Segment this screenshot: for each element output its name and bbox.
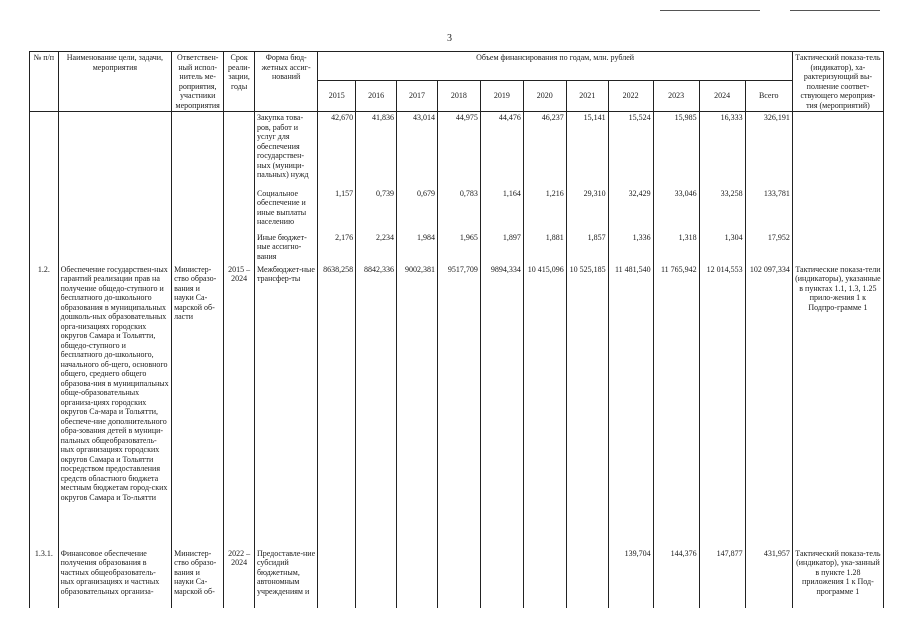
cell-year-value: 1,897 — [480, 232, 523, 264]
cell-name — [58, 188, 172, 232]
cell-year-value: 1,164 — [480, 188, 523, 232]
cell-form: Социальное обеспечение и иные выплаты населению — [254, 188, 317, 232]
table-row — [30, 264, 884, 548]
cell-term: 2015 – 2024 — [224, 264, 255, 548]
cell-year-value: 8842,336 — [356, 264, 397, 548]
year-header: 2023 — [653, 81, 699, 112]
cell-year-value — [356, 548, 397, 608]
cell-total: 102 097,334 — [745, 264, 792, 548]
cell-year-value: 1,984 — [397, 232, 438, 264]
cell-year-value: 33,046 — [653, 188, 699, 232]
cell-year-value: 15,524 — [608, 112, 653, 188]
page-number: 3 — [447, 33, 452, 44]
cell-year-value: 1,216 — [523, 188, 566, 232]
cell-num: 1.2. — [30, 264, 59, 548]
header-term: Срок реали-зации, годы — [224, 52, 255, 112]
table-row — [30, 232, 884, 264]
cell-year-value: 44,975 — [437, 112, 480, 188]
cell-year-value: 1,157 — [318, 188, 356, 232]
cell-year-value — [523, 548, 566, 608]
cell-year-value: 1,881 — [523, 232, 566, 264]
cell-name — [58, 112, 172, 188]
cell-year-value — [480, 548, 523, 608]
year-header: 2020 — [523, 81, 566, 112]
cell-total: 17,952 — [745, 232, 792, 264]
cell-year-value: 10 415,096 — [523, 264, 566, 548]
cell-year-value — [566, 548, 608, 608]
cell-year-value: 147,877 — [699, 548, 745, 608]
cell-year-value — [437, 548, 480, 608]
cell-num — [30, 112, 59, 188]
cell-year-value: 46,237 — [523, 112, 566, 188]
year-header: 2017 — [397, 81, 438, 112]
cell-year-value: 1,318 — [653, 232, 699, 264]
cell-year-value — [318, 548, 356, 608]
header-indicator: Тактический показа-тель (индикатор), ха-рактеризующий вы-полнение соответ-ствующего мероприя-тия (мероприятий) — [792, 52, 883, 112]
cell-year-value: 10 525,185 — [566, 264, 608, 548]
cell-form: Межбюджет-ные трансфер-ты — [254, 264, 317, 548]
cell-term — [224, 188, 255, 232]
header-rule-right — [790, 10, 880, 11]
year-header: 2019 — [480, 81, 523, 112]
cell-year-value: 29,310 — [566, 188, 608, 232]
cell-year-value: 42,670 — [318, 112, 356, 188]
cell-term: 2022 – 2024 — [224, 548, 255, 608]
cell-year-value: 1,965 — [437, 232, 480, 264]
cell-num — [30, 232, 59, 264]
cell-year-value: 9517,709 — [437, 264, 480, 548]
cell-year-value: 0,783 — [437, 188, 480, 232]
cell-form: Предоставле-ние субсидий бюджетным, автономным учреждениям и — [254, 548, 317, 608]
cell-year-value: 139,704 — [608, 548, 653, 608]
cell-year-value: 16,333 — [699, 112, 745, 188]
cell-year-value: 44,476 — [480, 112, 523, 188]
table-header — [30, 52, 884, 112]
cell-num — [30, 188, 59, 232]
cell-total: 326,191 — [745, 112, 792, 188]
table-row — [30, 188, 884, 232]
cell-resp — [172, 112, 224, 188]
header-rule-left — [660, 10, 760, 11]
cell-year-value: 15,985 — [653, 112, 699, 188]
cell-year-value: 1,336 — [608, 232, 653, 264]
cell-total: 431,957 — [745, 548, 792, 608]
cell-indicator: Тактические показа-тели (индикаторы), указанные в пунктах 1.1, 1.3, 1.25 прило-жения 1 к Подпро-грамме 1 — [792, 264, 883, 548]
cell-indicator — [792, 188, 883, 232]
cell-year-value: 15,141 — [566, 112, 608, 188]
cell-year-value: 12 014,553 — [699, 264, 745, 548]
table-row — [30, 112, 884, 188]
header-responsible: Ответствен-ный испол-нитель ме-роприятия, участники мероприятия — [172, 52, 224, 112]
cell-form: Иные бюджет-ные ассигно-вания — [254, 232, 317, 264]
cell-year-value: 9002,381 — [397, 264, 438, 548]
cell-year-value: 144,376 — [653, 548, 699, 608]
cell-resp: Министер-ство образо-вания и науки Са-марской об-ласти — [172, 264, 224, 548]
cell-resp — [172, 232, 224, 264]
table-row — [30, 548, 884, 608]
cell-year-value: 11 481,540 — [608, 264, 653, 548]
header-form: Форма бюд-жетных ассиг-нований — [254, 52, 317, 112]
cell-name — [58, 232, 172, 264]
cell-year-value: 9894,334 — [480, 264, 523, 548]
cell-year-value — [397, 548, 438, 608]
cell-indicator — [792, 112, 883, 188]
cell-resp — [172, 188, 224, 232]
year-header: 2015 — [318, 81, 356, 112]
cell-num: 1.3.1. — [30, 548, 59, 608]
cell-year-value: 33,258 — [699, 188, 745, 232]
financing-table — [29, 51, 884, 608]
cell-form: Закупка това-ров, работ и услуг для обеспечения государствен-ных (муници-пальных) нужд — [254, 112, 317, 188]
cell-term — [224, 232, 255, 264]
total-header: Всего — [745, 81, 792, 112]
cell-year-value: 11 765,942 — [653, 264, 699, 548]
year-header: 2016 — [356, 81, 397, 112]
cell-total: 133,781 — [745, 188, 792, 232]
cell-year-value: 43,014 — [397, 112, 438, 188]
cell-year-value: 1,857 — [566, 232, 608, 264]
cell-year-value: 1,304 — [699, 232, 745, 264]
cell-name: Финансовое обеспечение получения образования в частных общеобразователь-ных организациях и частных образовательных организа- — [58, 548, 172, 608]
year-header: 2022 — [608, 81, 653, 112]
cell-year-value: 2,176 — [318, 232, 356, 264]
cell-year-value: 0,739 — [356, 188, 397, 232]
cell-year-value: 32,429 — [608, 188, 653, 232]
year-header: 2018 — [437, 81, 480, 112]
cell-indicator — [792, 232, 883, 264]
header-num: № п/п — [30, 52, 59, 112]
header-volume: Объем финансирования по годам, млн. рублей — [318, 52, 793, 81]
cell-term — [224, 112, 255, 188]
cell-name: Обеспечение государствен-ных гарантий реализации прав на получение общедо-ступного и бесплатного до-школьного образования в муниципальных дошколь-ных образовательных орга-низациях городских округов Самара и Тольятти, общедо-ступного и бесплатного до-школьного, начального об-щего, основного общего, среднего общего образова-ния в муниципальных обще-образовательных организа-циях городских округов Са-мара и Тольятти, обеспече-ние дополнительного обра-зования детей в муници-пальных общеобразователь-ных организациях городских округов Самара и Тольятти посредством предоставления средств областного бюджета местным бюджетам город-ских округов Самара и То-льятти — [58, 264, 172, 548]
cell-year-value: 2,234 — [356, 232, 397, 264]
cell-year-value: 41,836 — [356, 112, 397, 188]
cell-year-value: 8638,258 — [318, 264, 356, 548]
year-header: 2021 — [566, 81, 608, 112]
cell-year-value: 0,679 — [397, 188, 438, 232]
table-body — [30, 112, 884, 608]
cell-resp: Министер-ство образо-вания и науки Са-марской об- — [172, 548, 224, 608]
header-name: Наименование цели, задачи, мероприятия — [58, 52, 172, 112]
year-header: 2024 — [699, 81, 745, 112]
cell-indicator: Тактический показа-тель (индикатор), ука-занный в пункте 1.28 приложения 1 к Под-программе 1 — [792, 548, 883, 608]
